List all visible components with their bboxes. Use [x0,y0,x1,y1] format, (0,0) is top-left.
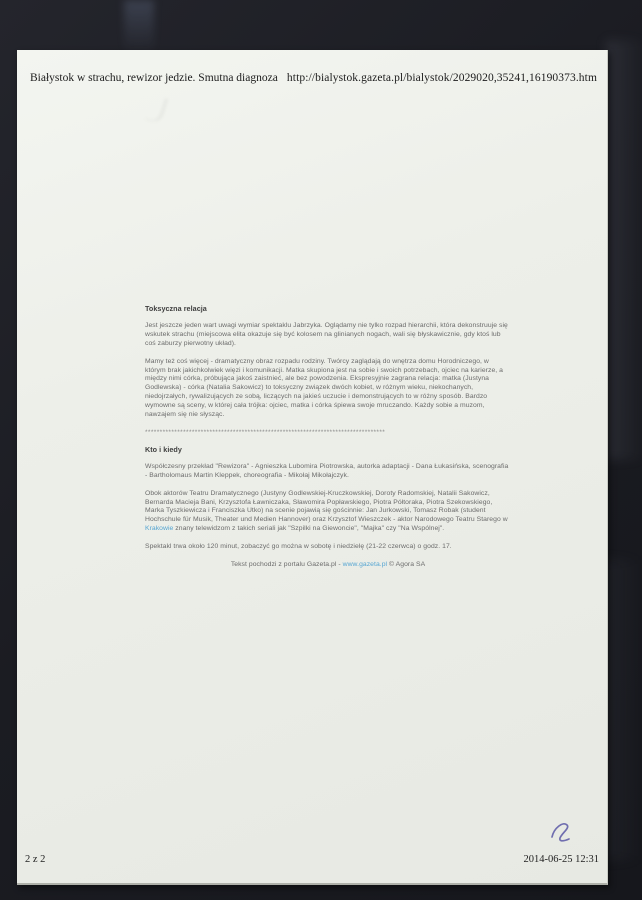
credit-text: Tekst pochodzi z portalu Gazeta.pl - [230,561,343,569]
section-heading-toksyczna-relacja: Toksyczna relacja [145,304,207,313]
paragraph: Jest jeszcze jeden wart uwagi wymiar spektaklu Jabrzyka. Oglądamy nie tylko rozpad hierarchii, która dekonstruuje się wskutek strachu (miejscowa elita okazuje się być kolosem na glinianych nogach, wali się błyskawicznie, gdy ktoś lub coś zaburzy pierwotny układ). [145,321,508,347]
source-credit-line [145,561,511,570]
paragraph-text: znany telewidzom z takich seriali jak "Szpilki na Giewoncie", "Majka" czy "Na Wspólnej". [173,525,445,533]
scan-noise [606,40,642,460]
print-timestamp: 2014-06-25 12:31 [523,854,599,865]
scanned-page [17,50,608,885]
handwritten-ink-icon [548,818,582,852]
paragraph: Mamy też coś więcej - dramatyczny obraz rozpadu rodziny. Twórcy zaglądają do wnętrza domu Horodniczego, w którym brak jakichkolwiek więzi i komunikacji. Matka skupiona jest na sobie i swoich potrzebach, ojciec na karierze, a między nimi córka, próbująca jakoś zaistnieć, ale bez powodzenia. Ekspresyjnie zagrana relacja: matka (Justyna Godlewska) - córka (Natalia Sakowicz) to toksyczny związek dwóch kobiet, w różnym wieku, niekochanych, niedojrzałych, rywalizujących ze sobą, liczących na jakieś uczucie i demonstrujących to w różny sposób. Bardzo wymowne są sceny, w której cała trójka: ojciec, matka i córka śpiewa swoje mruczando. Każdy sobie a muzom, nawzajem się nie słysząc. [145,357,503,419]
section-heading-kto-i-kiedy: Kto i kiedy [145,444,182,454]
article-body [145,305,511,579]
paragraph-actors [145,490,511,535]
source-url: http://bialystok.gazeta.pl/bialystok/2029020,35241,16190373.htm [286,72,597,84]
page-indicator: 2 z 2 [25,854,46,865]
paragraph-credits: Współczesny przekład "Rewizora" - Agnieszka Lubomira Piotrowska, autorka adaptacji - Dana Łukasińska, scenografia - Bartholomaus Martin Kleppek, choreografia - Mikołaj Mikołajczyk. [145,462,509,479]
paragraph-text: Obok aktorów Teatru Dramatycznego (Justyny Godlewskiej-Kruczkowskiej, Doroty Radomskiej, Natalii Sakowicz, Bernarda Macieja Bani, Krzysztofa Ławniczaka, Sławomira Popławskiego, Piotra Półtoraka, Piotra Szekowskiego, Marka Tyszkiewicza i Franciszka Utko) na scenie pojawią się gościnnie: Jan Jurkowski, Tomasz Robak (student Hochschule für Musik, Theater und Medien Hannover) oraz Krzysztof Wieszczek - aktor Narodowego Teatru Starego w [145,489,508,524]
gazeta-link-text: www.gazeta.pl [342,561,388,569]
handwritten-2-mark [548,818,582,857]
krakowie-link-text: Krakowie [145,525,174,533]
asterisk-divider: ********************************************************************************** [145,428,386,436]
scan-smudge [144,94,167,124]
scan-light-streak [124,0,154,54]
credit-text: © Agora SA [387,561,426,569]
print-footer [25,854,599,865]
paragraph-duration: Spektakl trwa około 120 minut, zobaczyć go można w sobotę i niedzielę (21-22 czerwca) o godz. 17. [145,543,452,551]
print-header [30,72,597,84]
article-title: Białystok w strachu, rewizor jedzie. Smutna diagnoza [30,72,278,84]
